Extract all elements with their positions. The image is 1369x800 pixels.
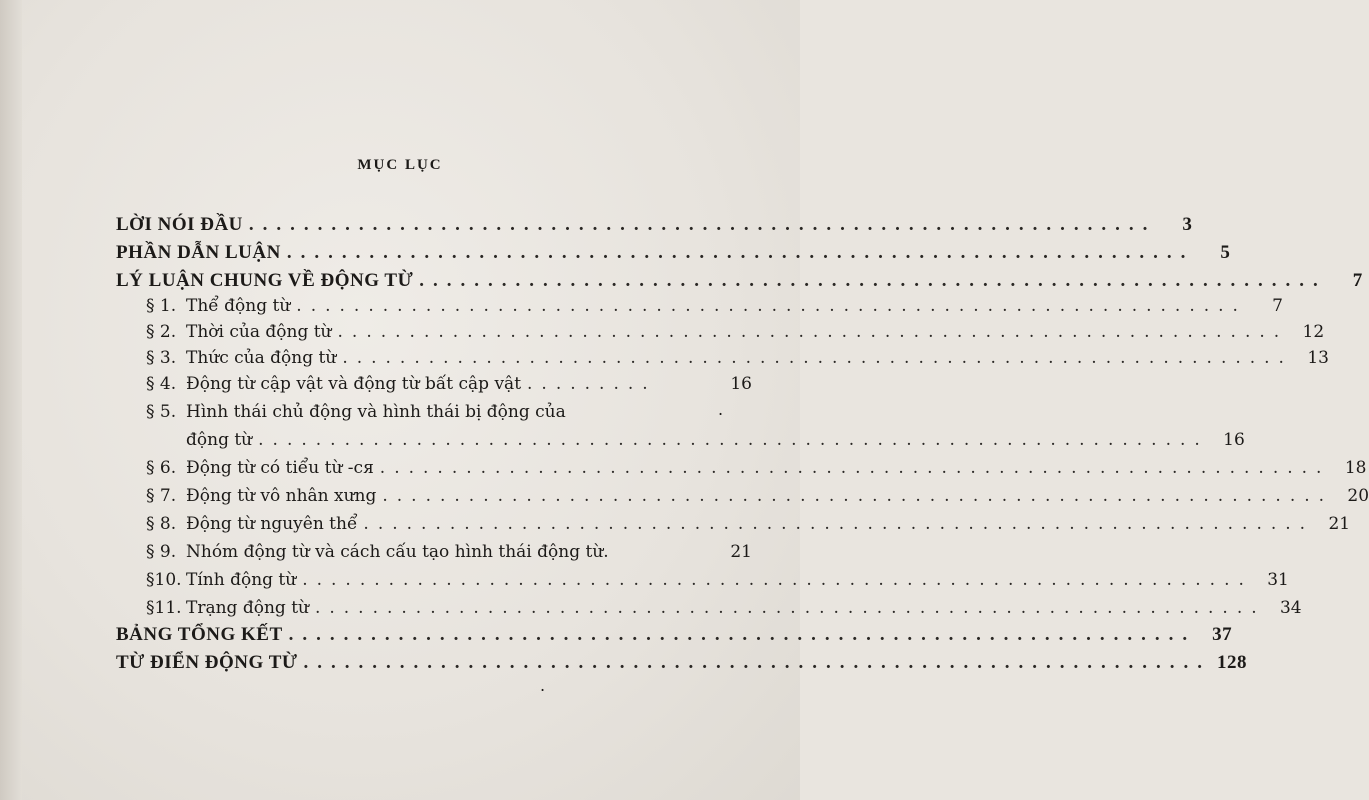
dot-leader: ..................................................................	[302, 570, 1253, 590]
toc-entry-title: BẢNG TỔNG KẾT	[116, 624, 283, 645]
section-number: §10.	[146, 570, 182, 590]
section-number: § 1.	[146, 296, 177, 316]
toc-entry-title: Tính động từ	[186, 570, 297, 590]
toc-entry	[146, 322, 1325, 342]
toc-entry-title: Thời của động từ	[186, 322, 332, 342]
toc-entry	[146, 542, 752, 562]
toc-entry-title: Thức của động từ	[186, 348, 337, 368]
stray-dot-mark: .	[718, 400, 724, 419]
section-number: § 7.	[146, 486, 177, 506]
dot-leader: ..................................................................	[258, 430, 1209, 450]
toc-entry	[146, 458, 1367, 478]
toc-entry	[146, 570, 1289, 590]
toc-entry-page: 16	[1223, 430, 1245, 450]
toc-entry-page: 37	[1212, 624, 1233, 645]
toc-entry-title: Nhóm động từ và cách cấu tạo hình thái động từ.	[186, 542, 609, 562]
toc-entry	[116, 242, 1231, 264]
toc-entry-title: LỜI NÓI ĐẦU	[116, 214, 243, 235]
dot-leader: ..................................................................	[337, 322, 1289, 342]
toc-entry	[116, 214, 1193, 236]
dot-leader: ..................................................................	[286, 242, 1195, 263]
toc-entry-title-continued: động từ	[186, 430, 253, 450]
section-number: § 9.	[146, 542, 177, 562]
section-number: §11.	[146, 598, 182, 618]
toc-entry-page: 13	[1307, 348, 1329, 368]
toc-entry-page: 31	[1267, 570, 1289, 590]
dot-leader: ..................................................................	[419, 270, 1327, 291]
dot-leader: ..................................................................	[379, 458, 1331, 478]
dot-leader: ..................................................................	[363, 514, 1315, 534]
toc-entry-title: Thể động từ	[186, 296, 291, 316]
toc-entry	[146, 348, 1329, 368]
toc-entry-title: LÝ LUẬN CHUNG VỀ ĐỘNG TỪ	[116, 270, 414, 291]
toc-entry-page: 7	[1272, 296, 1283, 316]
toc-entry-title: Động từ cập vật và động từ bất cập vật	[186, 374, 522, 394]
toc-entry	[146, 374, 752, 394]
dot-leader: ..................................................................	[248, 214, 1157, 235]
toc-entry-title: Động từ nguyên thể	[186, 514, 358, 534]
dot-leader: .........	[527, 374, 657, 394]
toc-entry-page: 20	[1347, 486, 1369, 506]
toc-heading: MỤC LỤC	[357, 157, 443, 173]
toc-entry-title: Động từ vô nhân xưng	[186, 486, 377, 506]
toc-entry	[116, 624, 1233, 646]
dot-leader: ..................................................................	[342, 348, 1293, 368]
section-number: § 8.	[146, 514, 177, 534]
section-number: § 6.	[146, 458, 177, 478]
toc-entry-title: Hình thái chủ động và hình thái bị động của	[186, 402, 566, 422]
dot-leader: ..................................................................	[296, 296, 1247, 316]
toc-entry-page: 12	[1302, 322, 1325, 342]
toc-entry-continuation	[186, 430, 1245, 450]
toc-entry-page: 18	[1344, 458, 1367, 478]
toc-entry-title: Trạng động từ	[186, 598, 309, 618]
dot-leader: ..................................................................	[314, 598, 1266, 618]
toc-entry-page: 3	[1182, 214, 1193, 235]
toc-entry-page: 21	[730, 542, 752, 562]
toc-entry-page: 16	[730, 374, 752, 394]
toc-entry	[146, 296, 1283, 316]
toc-entry-title: PHẦN DẪN LUẬN	[116, 242, 281, 263]
dot-leader: ..................................................................	[382, 486, 1334, 506]
stray-dot-mark: .	[540, 676, 546, 695]
toc-entry-page: 21	[1328, 514, 1351, 534]
toc-entry	[116, 270, 1363, 292]
dot-leader: ..................................................................	[288, 624, 1197, 645]
toc-entry	[146, 402, 752, 422]
toc-entry-page: 128	[1217, 652, 1248, 673]
toc-entry	[146, 598, 1302, 618]
toc-entry	[146, 514, 1351, 534]
toc-entry-title: Động từ có tiểu từ -ся	[186, 458, 374, 478]
section-number: § 5.	[146, 402, 177, 422]
toc-entry	[146, 486, 1369, 506]
toc-entry-page: 34	[1279, 598, 1302, 618]
section-number: § 2.	[146, 322, 177, 342]
dot-leader: ..................................................................	[303, 652, 1212, 673]
toc-entry-page: 5	[1220, 242, 1231, 263]
toc-entry	[116, 652, 1248, 674]
section-number: § 3.	[146, 348, 177, 368]
section-number: § 4.	[146, 374, 177, 394]
toc-entry-page: 7	[1352, 270, 1363, 291]
toc-entry-title: TỪ ĐIỂN ĐỘNG TỪ	[116, 652, 298, 673]
